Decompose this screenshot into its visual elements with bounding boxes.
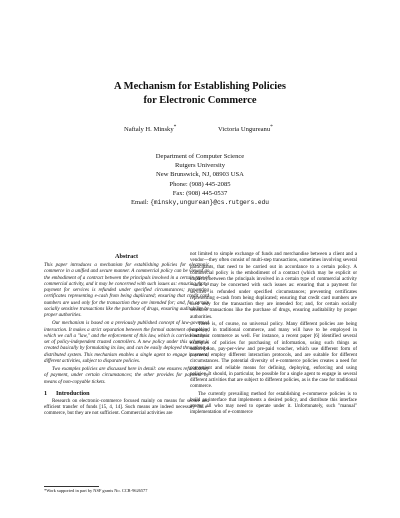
footnote: *Work supported in part by NSF grants No. CCR-9626577 <box>44 488 148 493</box>
affiliation-block <box>0 152 400 207</box>
section-body <box>44 399 209 418</box>
fax: Fax: (908) 445-0537 <box>172 189 228 197</box>
author-2 <box>218 123 273 134</box>
department: Department of Computer Science <box>155 153 245 160</box>
email-line <box>0 198 400 207</box>
section-title: Introduction <box>56 389 90 397</box>
body-paragraph: not limited to simple exchange of funds and merchandise between a client and a vendor—they often consist of multi-step transactions, sometimes involving several participants, that need to be carried out in accordance to a certain policy. A commercial policy is the embodiment of a contract (which may be explicit or implicit) between the principals involved in a certain type of commercial activity—and it may be concerned with such issues as: ensuring that a payment for services is refunded under specified circumstances; preventing certificates representing e-cash from being duplicated; ensuring that credit card numbers are used only for the transaction they are intended for; and, for certain socially sensitive transactions like the purchase of drugs, ensuring auditability by proper authorities. <box>190 252 357 320</box>
body-paragraph: There is, of course, no universal policy. Many different policies are being employed in traditional commerce, and many will have to be employed in electronic commerce as well. For instance, a recent paper [6] identified several examples of policies for purchasing of information, using such things as subscription, pay-per-view and pre-paid voucher, which use different form of payment, employ different interaction protocols, and are suitable for different circumstances. The potential diversity of e-commerce policies creates a need for convenient and reliable means for defining, deploying, enforcing and using policies. It should, in particular, be possible for a single agent to engage in several different activities that are subject to different policies, as is the case for traditional commerce. <box>190 321 357 390</box>
footnote-mark: * <box>270 124 273 130</box>
body-paragraph: Research on electronic-commerce focused mainly on means for secure and efficient transfer of funds [15, 4, 14]. Such means are indeed necessary for e-commerce, but they are not sufficient. Commercial activities are <box>44 398 209 417</box>
address: New Brunswick, NJ, 08903 USA <box>156 171 244 179</box>
abstract-paragraph: Our mechanism is based on a previously published concept of law-governed interaction. It makes a strict separation between the formal statement of a policy, which we call a "law," and the enforcement of this law, which is carried out by a set of policy-independent trusted controllers. A new policy under this scheme is created basically by formulating its law, and can be easily deployed throughout a distributed system. This mechanism enables a single agent to engage in several different activities, subject to disparate policies. <box>44 321 209 364</box>
paper-title-line-1: A Mechanism for Establishing Policies <box>114 81 286 92</box>
body-paragraph: The currently prevailing method for establishing e-commerce policies is to build an interface that implements a desired policy, and distribute this interface among all who may need to operate under it. Unfortunately, such "manual" implementation of e-commerce <box>190 391 357 416</box>
abstract-paragraph: Two examples policies are discussed here in detail: one ensures refundability of payment, under certain circumstances; the other provides for payment by means of non-copyable tickets. <box>44 367 209 385</box>
section-number: 1 <box>44 389 48 397</box>
author-name: Naftaly H. Minsky <box>124 126 174 134</box>
section-heading <box>44 390 209 398</box>
phone: Phone: (908) 445-2085 <box>169 180 231 188</box>
abstract-paragraph: This paper introduces a mechanism for establishing policies for electronic commerce in a unified and secure manner. A commercial policy can be viewed as the embodiment of a contract between the principals involved in a certain type of commercial activity, and it may be concerned with such issues as: ensuring that a payment for services is refunded under specified circumstances; preventing certificates representing e-cash from being duplicated; ensuring that credit card numbers are used only for the transaction they are intended for; and, for certain socially sensitive transactions like the purchase of drugs, ensuring auditability by proper authorities. <box>44 263 209 318</box>
footnote-mark: * <box>173 124 177 130</box>
right-column <box>190 252 357 418</box>
email-address: {minsky,ungurean}@cs.rutgers.edu <box>150 199 270 207</box>
university: Rutgers University <box>175 162 225 170</box>
abstract <box>44 263 209 386</box>
author-1 <box>124 123 176 134</box>
email-label: Email: <box>130 199 149 207</box>
author-name: Victoria Ungureanu <box>218 126 271 134</box>
abstract-heading: Abstract <box>114 253 139 260</box>
paper-title-line-2: for Electronic Commerce <box>143 95 257 106</box>
footnote-rule <box>44 486 99 487</box>
left-column <box>44 253 209 419</box>
